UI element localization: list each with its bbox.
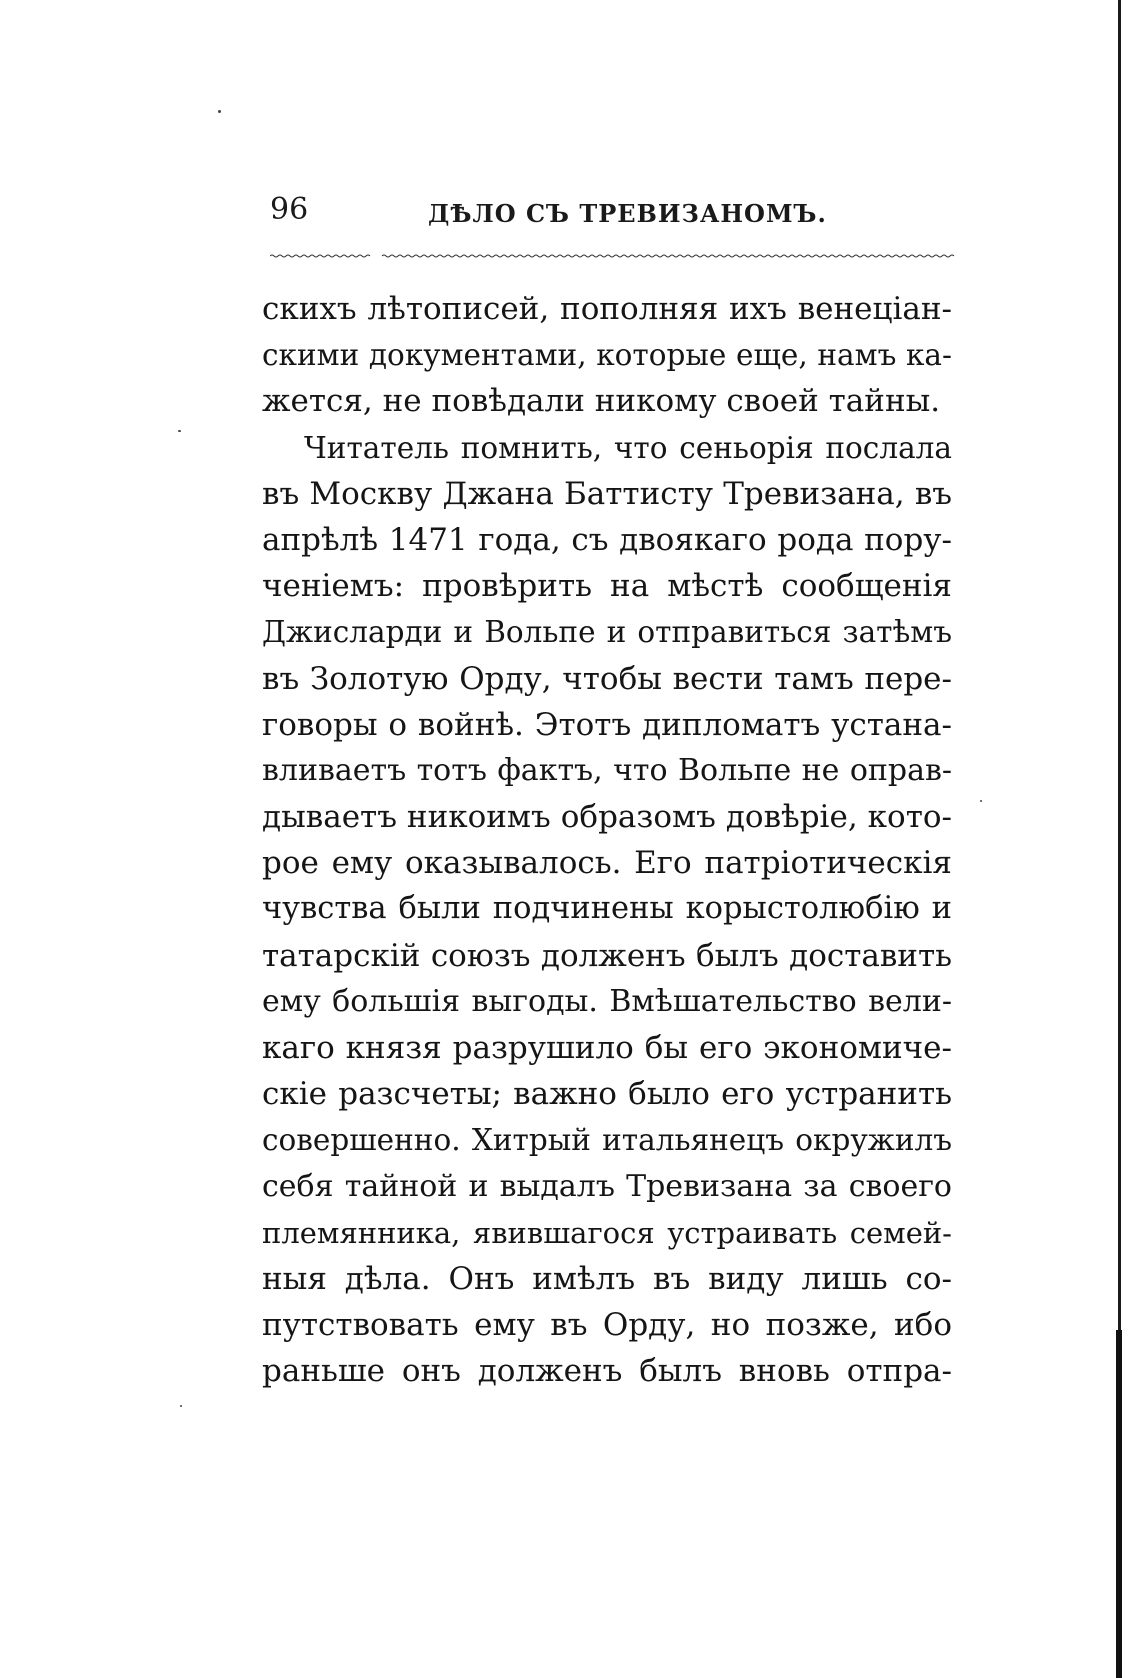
body-text [262,286,952,1395]
text-line: въ Москву Джана Баттисту Тревизана, въ [262,475,952,512]
text-line: въ Золотую Орду, чтобы вести тамъ пере- [262,660,952,697]
ink-speck [980,800,982,802]
page-edge-shadow [1116,1330,1122,1678]
text-line: татарскій союзъ долженъ былъ доставить [262,937,952,974]
page-number: 96 [270,192,309,227]
text-line: рое ему оказывалось. Его патріотическія [262,845,952,882]
text-line: ему большія выгоды. Вмѣшательство вели- [262,983,952,1019]
text-line: дываетъ никоимъ образомъ довѣріе, кото- [262,799,952,836]
text-line: ченіемъ: провѣрить на мѣстѣ сообщенія [262,568,952,605]
text-line: каго князя разрушило бы его экономиче- [262,1030,952,1066]
text-line: скіе разсчеты; важно было его устранить [262,1076,952,1113]
text-line: вливаетъ тотъ фактъ, что Вольпе не оправ- [262,752,952,788]
text-line: ныя дѣла. Онъ имѣлъ въ виду лишь со- [262,1260,952,1297]
ink-speck [180,1405,182,1407]
text-line: апрѣлѣ 1471 года, съ двоякаго рода пору- [262,521,952,558]
ink-speck [178,430,181,432]
text-line: Читатель помнить, что сеньорія послала [304,430,952,465]
text-line: говоры о войнѣ. Этотъ дипломатъ устана- [262,706,952,743]
text-line: Джисларди и Вольпе и отправиться затѣмъ [262,615,952,650]
text-line: чувства были подчинены корыстолюбію и [262,891,952,927]
header-rule [270,253,956,259]
page-header [268,190,956,234]
text-line: скихъ лѣтописей, пополняя ихъ венеціан- [262,291,952,327]
text-line: путствовать ему въ Орду, но позже, ибо [262,1307,952,1344]
text-line: племянника, явившагося устраивать семей- [262,1215,952,1250]
text-line: скими документами, которые еще, намъ ка- [262,338,952,373]
text-line: себя тайной и выдалъ Тревизана за своего [262,1168,952,1204]
running-title: ДѢЛО СЪ ТРЕВИЗАНОМЪ. [428,199,827,228]
ink-speck [218,110,221,113]
text-line: совершенно. Хитрый итальянецъ окружилъ [262,1123,952,1158]
text-line: жется, не повѣдали никому своей тайны. [262,383,941,420]
text-line: раньше онъ долженъ былъ вновь отпра- [262,1353,952,1390]
